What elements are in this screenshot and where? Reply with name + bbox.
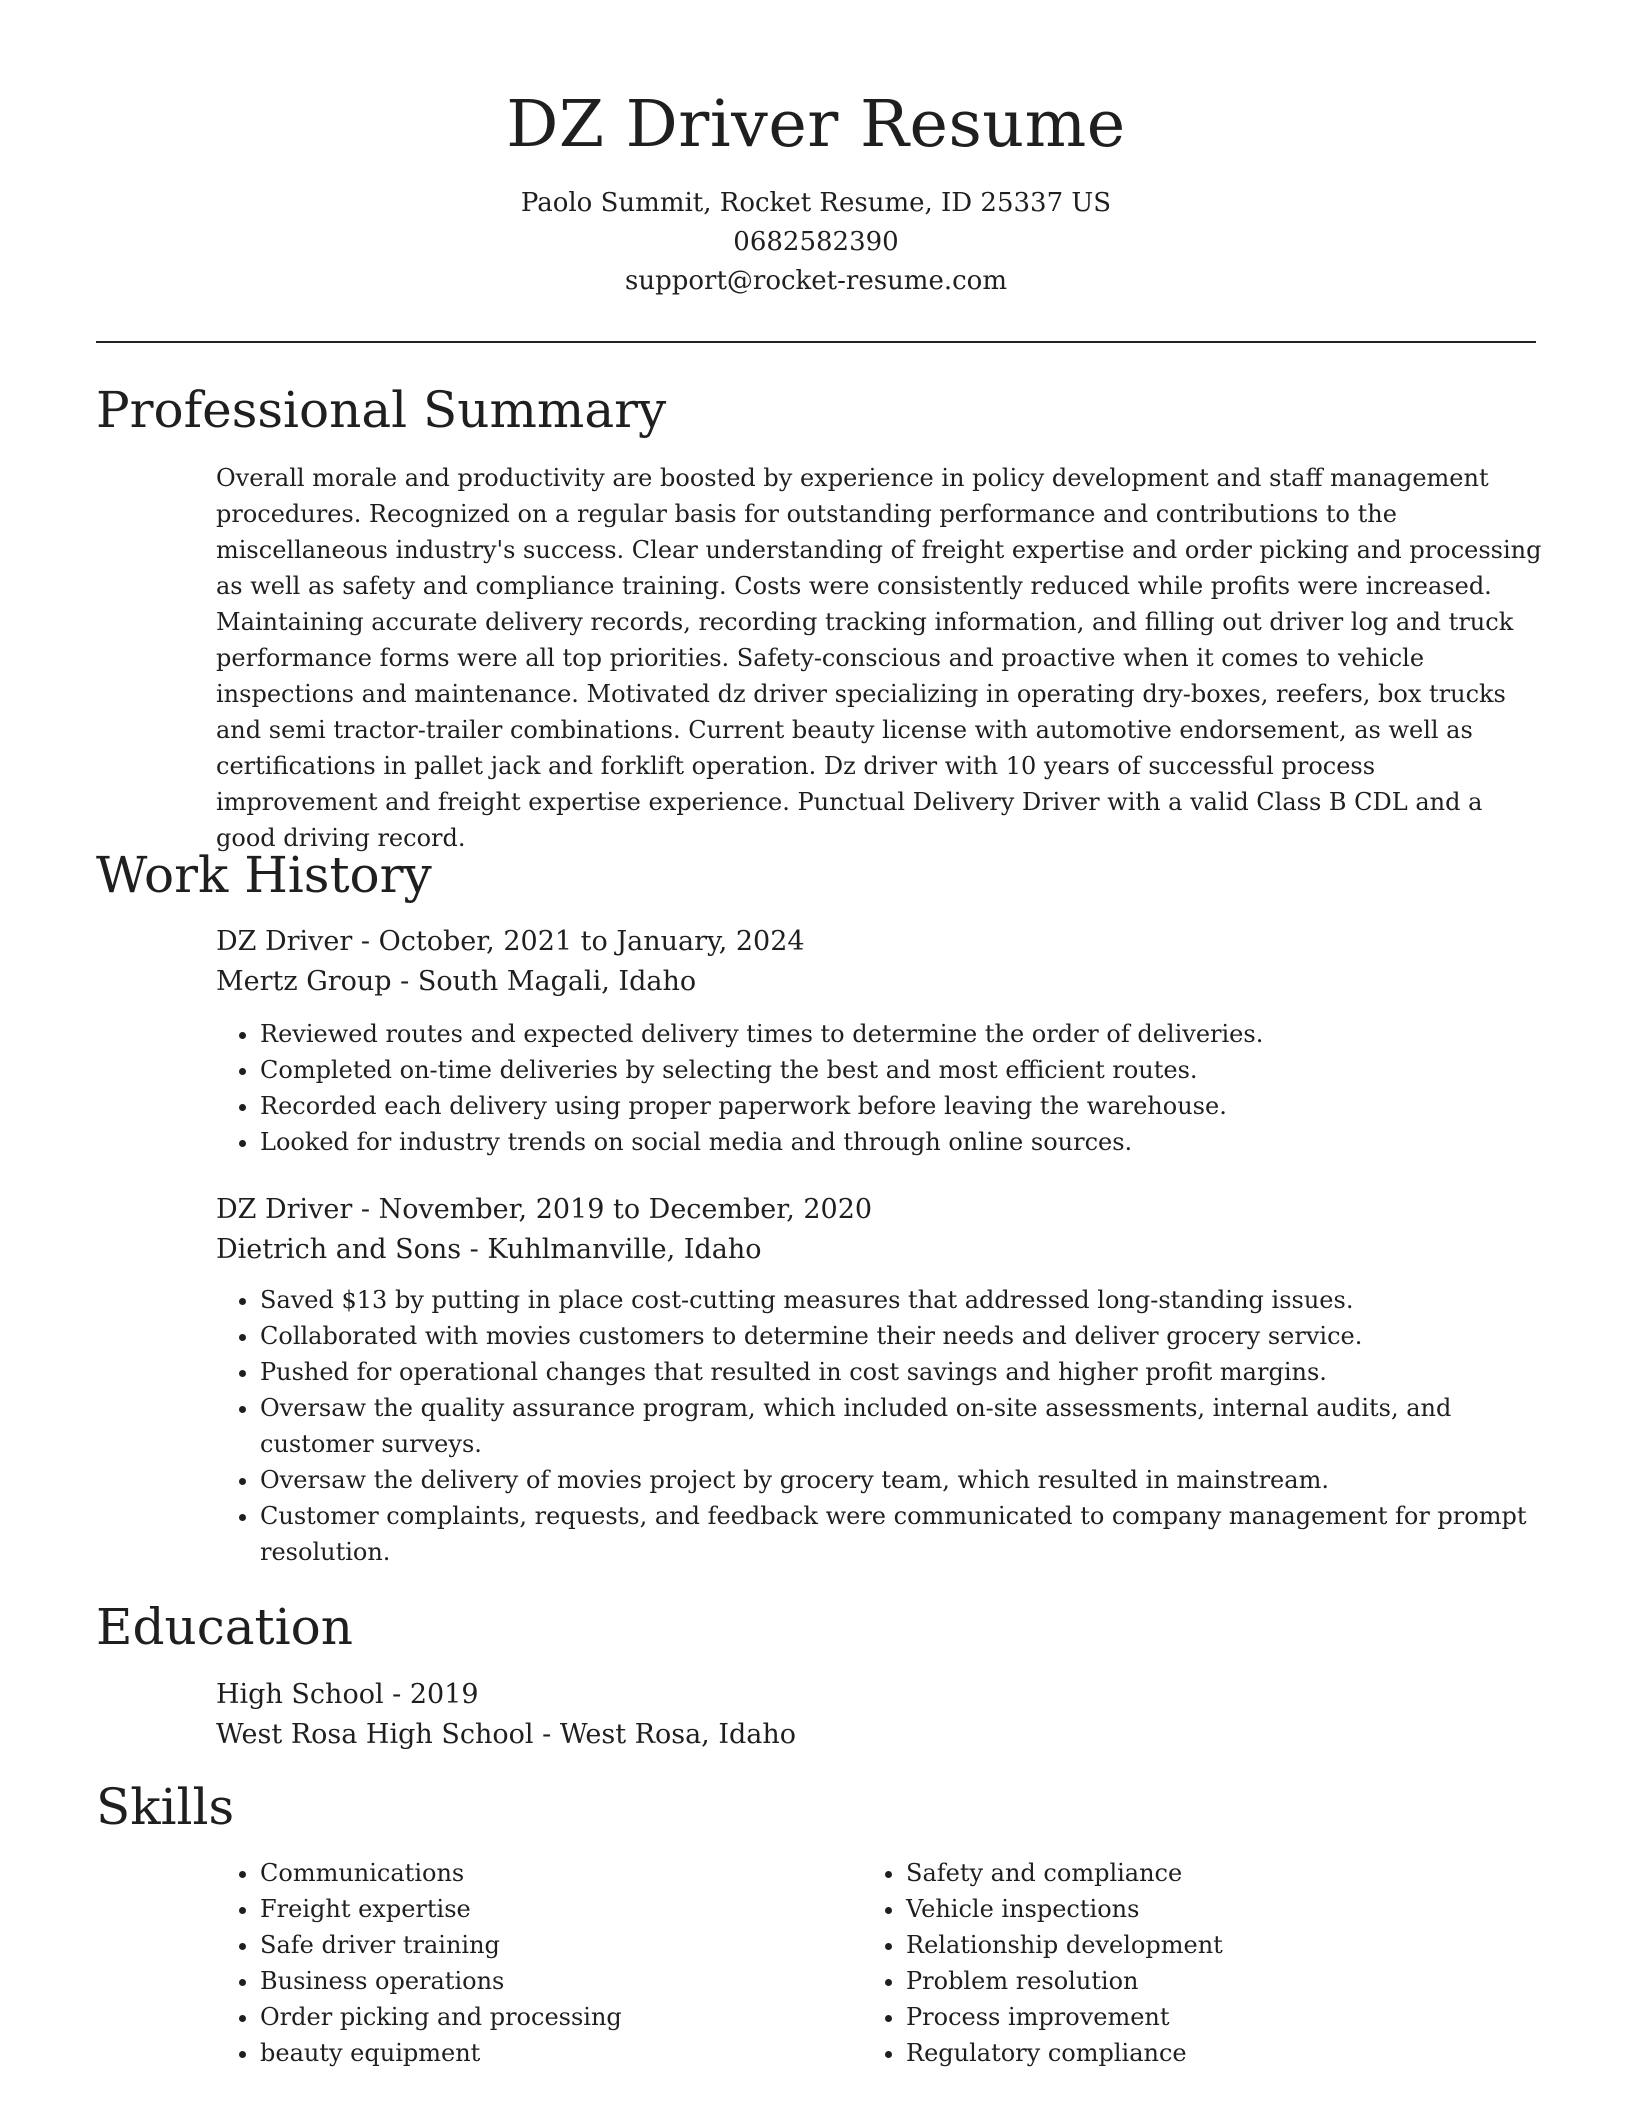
- job-company-line: Dietrich and Sons - Kuhlmanville, Idaho: [216, 1234, 762, 1265]
- list-item: • Relationship development: [906, 1927, 1482, 1963]
- list-item: • Freight expertise: [260, 1891, 836, 1927]
- list-item: • Communications: [260, 1855, 836, 1891]
- job-bullets: [216, 1282, 1542, 1570]
- skills-list-left: [216, 1855, 836, 2071]
- list-item: • Safe driver training: [260, 1927, 836, 1963]
- job-company-line: Mertz Group - South Magali, Idaho: [216, 966, 697, 997]
- skills-heading: Skills: [96, 1778, 235, 1836]
- list-item: • Safety and compliance: [906, 1855, 1482, 1891]
- job-title-line: DZ Driver - November, 2019 to December, 2020: [216, 1194, 873, 1225]
- skills-list-right: [862, 1855, 1482, 2071]
- list-item: • Vehicle inspections: [906, 1891, 1482, 1927]
- contact-email: support@rocket-resume.com: [624, 266, 1007, 296]
- list-item: • Oversaw the quality assurance program, which included on-site assessments, internal audits, and customer surveys.: [260, 1390, 1542, 1462]
- contact-phone: 0682582390: [733, 227, 899, 257]
- contact-info: [96, 184, 1536, 301]
- list-item: • Collaborated with movies customers to determine their needs and deliver grocery service.: [260, 1318, 1542, 1354]
- education-entry: [216, 1675, 1542, 1755]
- list-item: • Completed on-time deliveries by selecting the best and most efficient routes.: [260, 1052, 1542, 1088]
- job-entry: [216, 922, 1542, 1160]
- list-item: • Pushed for operational changes that resulted in cost savings and higher profit margins.: [260, 1354, 1542, 1390]
- header-divider: [96, 341, 1536, 343]
- job-title-line: DZ Driver - October, 2021 to January, 2024: [216, 926, 805, 957]
- education-school-line: West Rosa High School - West Rosa, Idaho: [216, 1719, 797, 1750]
- list-item: • Regulatory compliance: [906, 2035, 1482, 2071]
- list-item: • Reviewed routes and expected delivery times to determine the order of deliveries.: [260, 1016, 1542, 1052]
- list-item: • Saved $13 by putting in place cost-cutting measures that addressed long-standing issues.: [260, 1282, 1542, 1318]
- work-history-heading: Work History: [96, 846, 432, 904]
- education-heading: Education: [96, 1598, 353, 1656]
- list-item: • Recorded each delivery using proper paperwork before leaving the warehouse.: [260, 1088, 1542, 1124]
- education-degree-line: High School - 2019: [216, 1679, 479, 1710]
- skills-column-right: [862, 1855, 1482, 2071]
- summary-text: Overall morale and productivity are boosted by experience in policy development and staff management procedures. Recognized on a regular basis for outstanding performance and contributions to the miscellaneous industry's success. Clear understanding of freight expertise and order picking and processing as well as safety and compliance training. Costs were consistently reduced while profits were increased. Maintaining accurate delivery records, recording tracking information, and filling out driver log and truck performance forms were all top priorities. Safety-conscious and proactive when it comes to vehicle inspections and maintenance. Motivated dz driver specializing in operating dry-boxes, reefers, box trucks and semi tractor-trailer combinations. Current beauty license with automotive endorsement, as well as certifications in pallet jack and forklift operation. Dz driver with 10 years of successful process improvement and freight expertise experience. Punctual Delivery Driver with a valid Class B CDL and a good driving record.: [216, 464, 1542, 852]
- contact-address: Paolo Summit, Rocket Resume, ID 25337 US: [520, 188, 1112, 218]
- list-item: • Process improvement: [906, 1999, 1482, 2035]
- list-item: • Customer complaints, requests, and feedback were communicated to company management for prompt resolution.: [260, 1498, 1542, 1570]
- list-item: • Oversaw the delivery of movies project by grocery team, which resulted in mainstream.: [260, 1462, 1542, 1498]
- resume-title: DZ Driver Resume: [506, 87, 1126, 162]
- list-item: • Business operations: [260, 1963, 836, 1999]
- list-item: • beauty equipment: [260, 2035, 836, 2071]
- job-bullets: [216, 1016, 1542, 1160]
- resume-header: [96, 80, 1536, 301]
- skills-column-left: [216, 1855, 836, 2071]
- list-item: • Looked for industry trends on social media and through online sources.: [260, 1124, 1542, 1160]
- summary-section: [216, 460, 1542, 856]
- summary-heading: Professional Summary: [96, 381, 667, 439]
- job-entry: [216, 1190, 1542, 1570]
- list-item: • Order picking and processing: [260, 1999, 836, 2035]
- list-item: • Problem resolution: [906, 1963, 1482, 1999]
